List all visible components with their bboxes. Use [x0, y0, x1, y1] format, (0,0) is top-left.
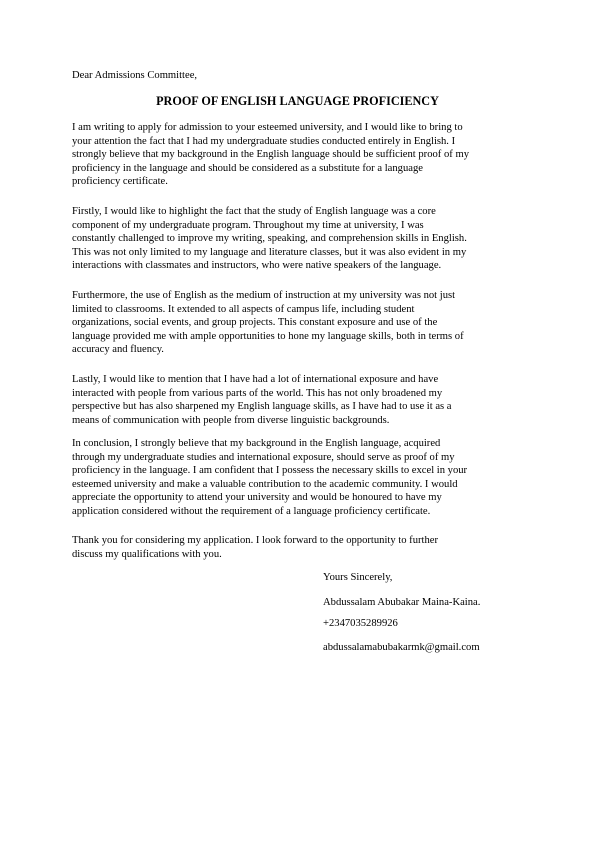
- paragraph-line: Thank you for considering my application. I look forward to the opportunity to further: [72, 535, 438, 546]
- paragraph-line: means of communication with people from diverse linguistic backgrounds.: [72, 414, 390, 426]
- paragraph-line: appreciate the opportunity to attend your university and would be honoured to have my: [72, 492, 442, 504]
- paragraph-line: organizations, social events, and group projects. This constant exposure and use of the: [72, 317, 438, 329]
- paragraph-line: accuracy and fluency.: [72, 344, 164, 356]
- paragraph-line: language provided me with ample opportunities to hone my language skills, both in terms of: [72, 330, 464, 342]
- valediction: Yours Sincerely,: [323, 572, 393, 583]
- paragraph-line: discuss my qualifications with you.: [72, 548, 222, 560]
- signatory-name: Abdussalam Abubakar Maina-Kaina.: [323, 597, 481, 608]
- paragraph-line: In conclusion, I strongly believe that my background in the English language, acquired: [72, 438, 441, 449]
- paragraph-line: application considered without the requirement of a language proficiency certificate.: [72, 505, 431, 517]
- letter-heading: PROOF OF ENGLISH LANGUAGE PROFICIENCY: [156, 94, 439, 108]
- paragraph-line: constantly challenged to improve my writing, speaking, and comprehension skills in English.: [72, 233, 467, 245]
- paragraph-line: through my undergraduate studies and international exposure, should serve as proof of my: [72, 451, 455, 463]
- paragraph-conclusion: [72, 437, 524, 519]
- paragraph-thanks: [72, 534, 524, 561]
- paragraph-furthermore: [72, 289, 524, 357]
- paragraph-line: esteemed university and make a valuable contribution to the academic community. I would: [72, 478, 458, 490]
- paragraph-line: proficiency in the language. I am confident that I possess the necessary skills to excel in your: [72, 465, 468, 477]
- paragraph-line: Firstly, I would like to highlight the fact that the study of English language was a core: [72, 206, 436, 217]
- paragraph-line: interactions with classmates and instructors, who were native speakers of the language.: [72, 260, 442, 272]
- paragraph-line: your attention the fact that I had my undergraduate studies conducted entirely in English. I: [72, 135, 456, 147]
- paragraph-line: strongly believe that my background in the English language should be sufficient proof of my: [72, 149, 469, 161]
- paragraph-introduction: [72, 121, 524, 189]
- paragraph-line: I am writing to apply for admission to your esteemed university, and I would like to bring to: [72, 122, 463, 133]
- paragraph-line: proficiency in the language and should be considered as a substitute for a language: [72, 162, 423, 174]
- salutation: Dear Admissions Committee,: [72, 70, 198, 81]
- paragraph-line: perspective but has also sharpened my English language skills, as I have had to use it as a: [72, 401, 452, 413]
- paragraph-line: component of my undergraduate program. Throughout my time at university, I was: [72, 219, 424, 231]
- paragraph-line: This was not only limited to my language and literature classes, but it was also evident in my: [72, 246, 467, 258]
- paragraph-line: proficiency certificate.: [72, 176, 168, 188]
- paragraph-line: Lastly, I would like to mention that I have had a lot of international exposure and have: [72, 374, 439, 385]
- phone-number: +2347035289926: [323, 618, 398, 629]
- paragraph-lastly: [72, 373, 524, 427]
- paragraph-line: interacted with people from various parts of the world. This has not only broadened my: [72, 387, 443, 399]
- paragraph-line: Furthermore, the use of English as the medium of instruction at my university was not just: [72, 290, 456, 301]
- email-address: abdussalamabubakarmk@gmail.com: [323, 642, 480, 653]
- paragraph-firstly: [72, 205, 524, 273]
- paragraph-line: limited to classrooms. It extended to all aspects of campus life, including student: [72, 303, 415, 315]
